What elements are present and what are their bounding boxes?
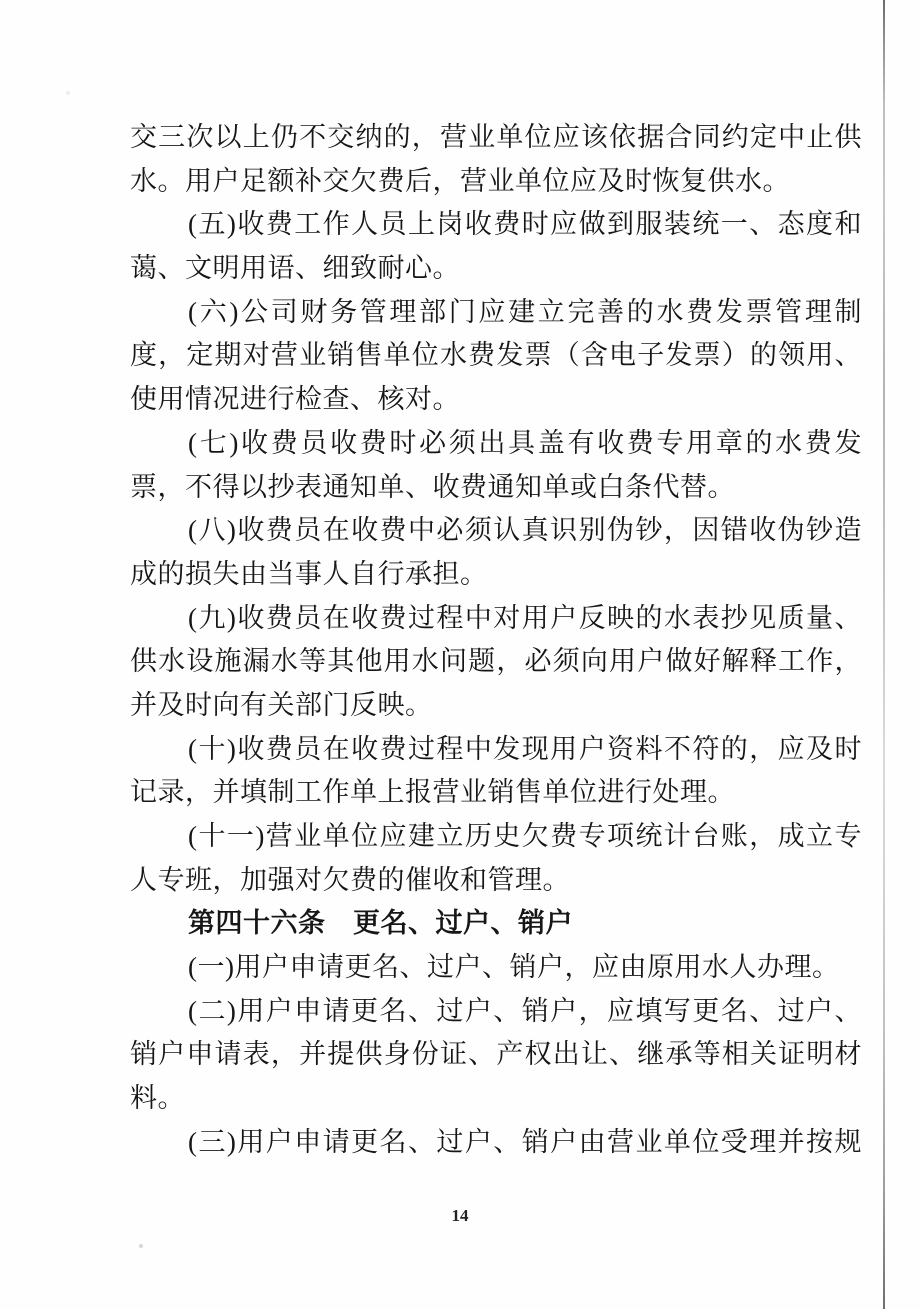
scan-speck <box>139 1244 143 1248</box>
text-line: 使用情况进行检查、核对。 <box>130 384 460 415</box>
text-line: (七)收费员收费时必须出具盖有收费专用章的水费发 <box>188 427 862 458</box>
text-line: 水。用户足额补交欠费后，营业单位应及时恢复供水。 <box>130 165 790 196</box>
text-line: 料。 <box>130 1083 185 1114</box>
document-text-block <box>130 116 862 1165</box>
scan-speck <box>66 91 70 95</box>
text-line: 成的损失由当事人自行承担。 <box>130 558 488 589</box>
text-line: (十一)营业单位应建立历史欠费专项统计台账，成立专 <box>188 821 862 851</box>
text-line: (八)收费员在收费中必须认真识别伪钞，因错收伪钞造 <box>188 515 862 546</box>
text-line: 人专班，加强对欠费的催收和管理。 <box>130 864 570 895</box>
text-line: (五)收费工作人员上岗收费时应做到服装统一、态度和 <box>188 209 862 240</box>
page-number: 14 <box>451 1206 469 1225</box>
text-line: (二)用户申请更名、过户、销户，应填写更名、过户、 <box>188 995 862 1026</box>
text-line: 度，定期对营业销售单位水费发票（含电子发票）的领用、 <box>130 340 862 371</box>
text-line: (十)收费员在收费过程中发现用户资料不符的，应及时 <box>188 733 862 764</box>
text-line: (九)收费员在收费过程中对用户反映的水表抄见质量、 <box>188 602 862 633</box>
scan-artifact-line <box>883 0 885 1309</box>
text-line: (六)公司财务管理部门应建立完善的水费发票管理制 <box>188 296 862 327</box>
text-line: 记录，并填制工作单上报营业销售单位进行处理。 <box>130 777 735 808</box>
text-line: 供水设施漏水等其他用水问题，必须向用户做好解释工作， <box>130 646 862 677</box>
text-line: (一)用户申请更名、过户、销户，应由原用水人办理。 <box>188 952 840 983</box>
text-line: 销户申请表，并提供身份证、产权出让、继承等相关证明材 <box>130 1039 862 1070</box>
text-line: 并及时向有关部门反映。 <box>130 689 433 720</box>
section-heading: 第四十六条 更名、过户、销户 <box>188 908 574 939</box>
text-line: 交三次以上仍不交纳的，营业单位应该依据合同约定中止供 <box>130 122 862 152</box>
text-line: 票，不得以抄表通知单、收费通知单或白条代替。 <box>130 471 735 502</box>
text-line: 蔼、文明用语、细致耐心。 <box>130 253 460 284</box>
text-line: (三)用户申请更名、过户、销户由营业单位受理并按规 <box>188 1126 862 1157</box>
